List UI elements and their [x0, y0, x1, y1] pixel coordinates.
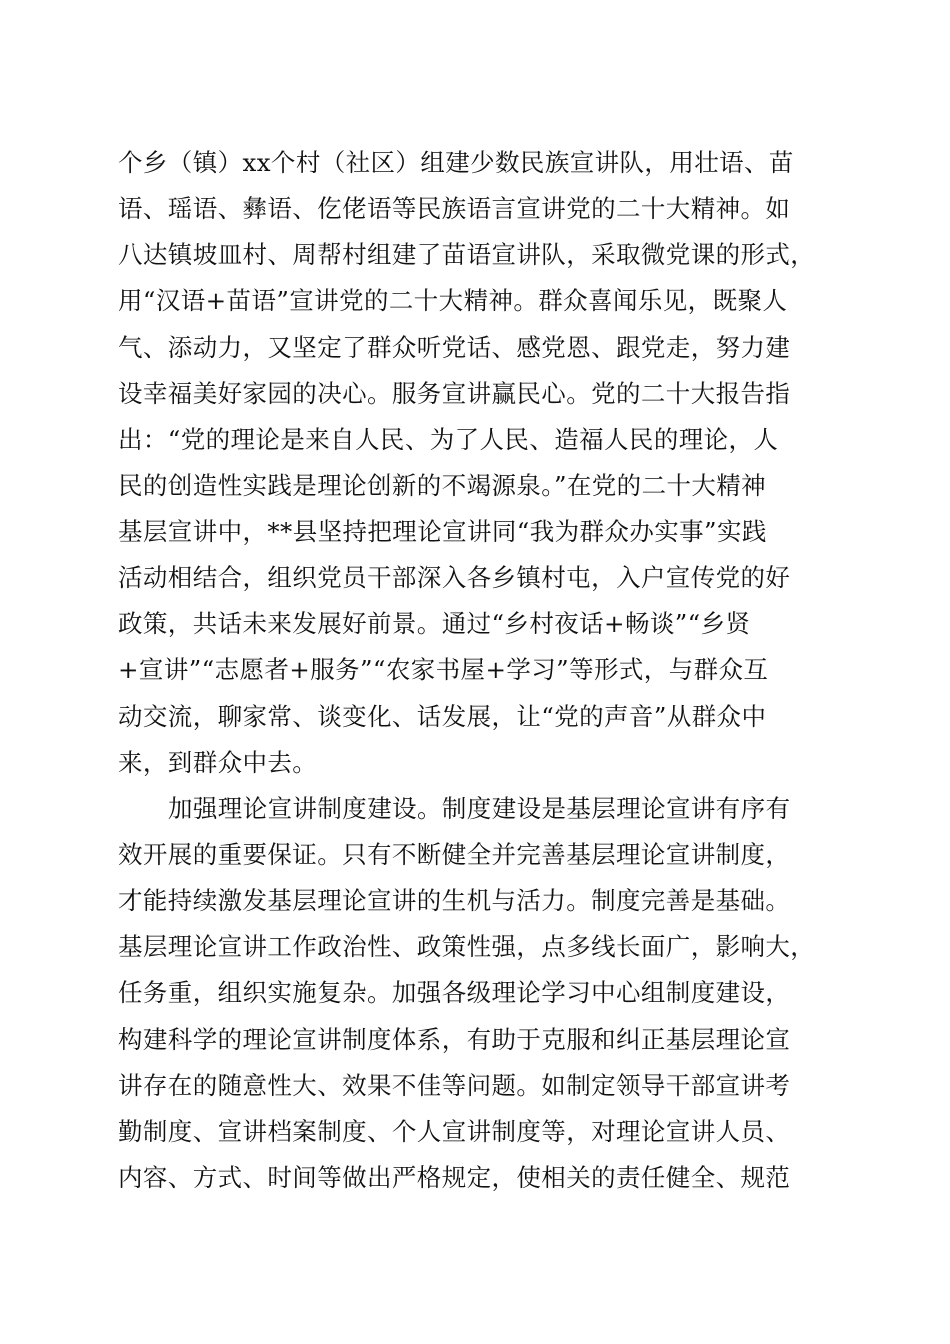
text-line: 才能持续激发基层理论宣讲的生机与活力。制度完善是基础。: [118, 886, 791, 915]
text-line: 动交流，聊家常、谈变化、话发展，让“党的声音”从群众中: [118, 702, 767, 731]
text-line: 政策，共话未来发展好前景。通过“乡村夜话+畅谈”“乡贤: [118, 609, 751, 638]
text-line: 来，到群众中去。: [118, 748, 318, 777]
text-line: 民的创造性实践是理论创新的不竭源泉。”在党的二十大精神: [118, 471, 767, 500]
text-line: 个乡（镇）xx个村（社区）组建少数民族宣讲队，用壮语、苗: [118, 148, 794, 177]
text-line: +宣讲”“志愿者+服务”“农家书屋+学习”等形式，与群众互: [118, 655, 769, 684]
text-line: 出：“党的理论是来自人民、为了人民、造福人民的理论，人: [118, 425, 779, 454]
text-line: 气、添动力，又坚定了群众听党话、感党恩、跟党走，努力建: [118, 333, 791, 362]
text-line: 效开展的重要保证。只有不断健全并完善基层理论宣讲制度，: [118, 840, 791, 869]
text-line: 讲存在的随意性大、效果不佳等问题。如制定领导干部宣讲考: [118, 1071, 791, 1100]
text-line: 构建科学的理论宣讲制度体系，有助于克服和纠正基层理论宣: [118, 1025, 791, 1054]
text-line: 语、瑶语、彝语、仡佬语等民族语言宣讲党的二十大精神。如: [118, 194, 791, 223]
text-line: 八达镇坡皿村、周帮村组建了苗语宣讲队，采取微党课的形式，: [118, 240, 816, 269]
text-line: 内容、方式、时间等做出严格规定，使相关的责任健全、规范: [118, 1163, 791, 1192]
text-line: 基层宣讲中，**县坚持把理论宣讲同“我为群众办实事”实践: [118, 517, 767, 546]
text-line: 勤制度、宣讲档案制度、个人宣讲制度等，对理论宣讲人员、: [118, 1117, 791, 1146]
text-line: 用“汉语+苗语”宣讲党的二十大精神。群众喜闻乐见，既聚人: [118, 286, 788, 315]
text-line: 设幸福美好家园的决心。服务宣讲赢民心。党的二十大报告指: [118, 379, 791, 408]
text-line: 加强理论宣讲制度建设。制度建设是基层理论宣讲有序有: [168, 794, 791, 823]
text-line: 活动相结合，组织党员干部深入各乡镇村屯，入户宣传党的好: [118, 563, 791, 592]
text-line: 任务重，组织实施复杂。加强各级理论学习中心组制度建设，: [118, 978, 791, 1007]
text-line: 基层理论宣讲工作政治性、政策性强，点多线长面广，影响大，: [118, 932, 816, 961]
